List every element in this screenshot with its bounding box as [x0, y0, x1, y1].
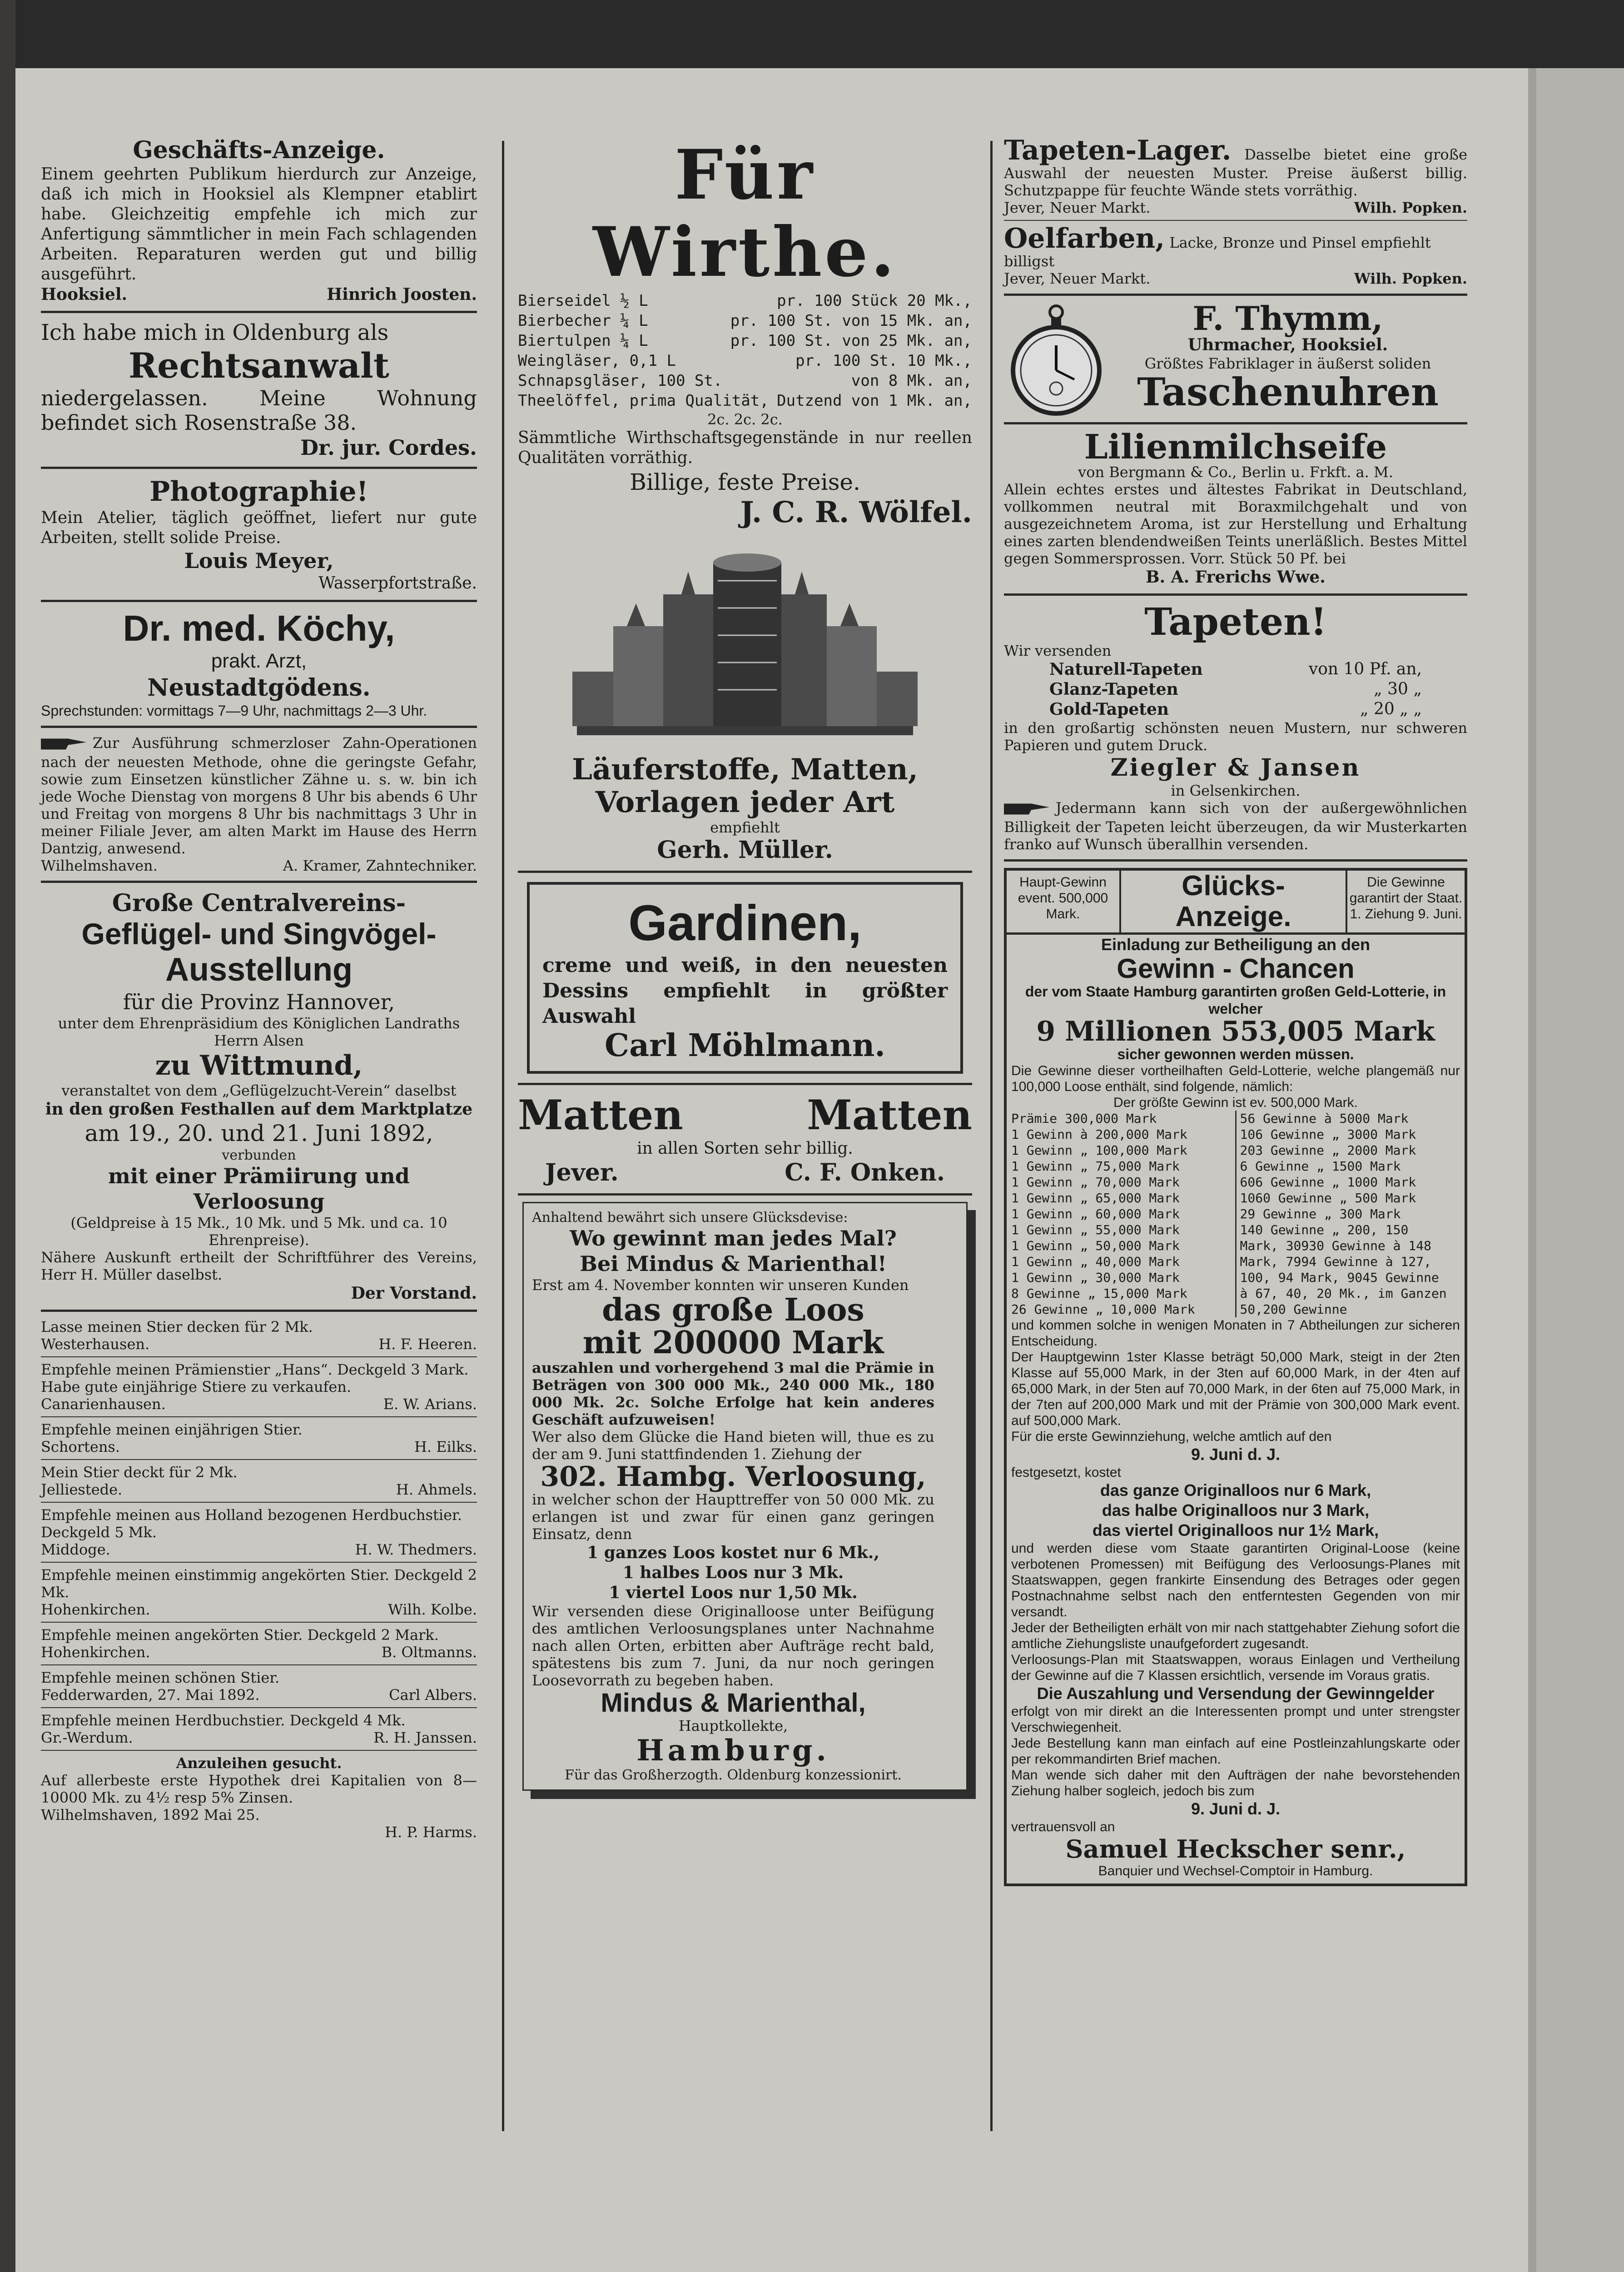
prize-row: 1 Gewinn „ 50,000 Mark [1011, 1238, 1180, 1253]
ad-title: Anzeige. [1175, 901, 1291, 932]
price-value: pr. 100 St. von 15 Mk. an, [730, 312, 972, 330]
prize-row: Prämie 300,000 Mark [1011, 1111, 1157, 1126]
ad-title: Lilienmilchseife [1084, 428, 1387, 467]
divider [518, 1083, 972, 1085]
ad-text: in den großen Festhallen auf dem Marktplatze [45, 1099, 473, 1119]
prize-row: 1 Gewinn „ 100,000 Mark [1011, 1142, 1187, 1158]
ad-signature: Wilh. Popken. [1354, 199, 1467, 216]
ad-small-list [41, 1318, 477, 1746]
ad-subtitle: Hauptkollekte, [678, 1717, 788, 1734]
small-ad-name: H. Ahmels. [396, 1480, 477, 1498]
ad-subtitle: Uhrmacher, Hooksiel. [1187, 335, 1388, 354]
small-ad-name: H. W. Thedmers. [355, 1540, 477, 1558]
small-ad-name: B. Oltmanns. [381, 1643, 477, 1661]
ad-hours: Sprechstunden: vormittags 7—9 Uhr, nachmittags 2—3 Uhr. [41, 703, 427, 719]
prize-row: 1 Gewinn „ 70,000 Mark [1011, 1174, 1180, 1190]
ad-signature: Gerh. Müller. [657, 836, 833, 864]
ad-signature: Carl Möhlmann. [605, 1027, 885, 1064]
small-ad [41, 1318, 477, 1353]
prize-row: 1 Gewinn à 200,000 Mark [1011, 1126, 1187, 1142]
small-ad-text: Empfehle meinen schönen Stier. [41, 1669, 280, 1686]
price-value: pr. 100 St. von 25 Mk. an, [730, 332, 972, 350]
ad-text: und werden diese vom Staate garantirten Original-Loose (keine verbotenen Promessen) mit Beifügung des Verloosungs-Planes mit Staatswappen, gegen frankirte Einsendung des Betrages oder gegen Postnachnahme selbst nach den entferntesten Gegenden von mir versandt. [1011, 1540, 1460, 1619]
ad-street: Wasserpfortstraße. [318, 574, 477, 593]
price-value: pr. 100 Stück 20 Mk., [777, 292, 972, 310]
ad-text: (Geldpreise à 15 Mk., 10 Mk. und 5 Mk. und ca. 10 Ehrenpreise). [70, 1214, 447, 1249]
ad-title: Glücks- [1182, 870, 1285, 902]
prize-row: 1 Gewinn „ 30,000 Mark [1011, 1270, 1180, 1285]
ad-title: Geflügel- und Singvögel- [81, 917, 437, 951]
ad-rechtsanwalt [41, 319, 477, 460]
prize-row: 1 Gewinn „ 60,000 Mark [1011, 1206, 1180, 1221]
ad-tapeten-lager [1004, 136, 1467, 216]
ad-text: auszahlen und vorhergehend 3 mal die Prämie in Beträgen von 300 000 Mk., 240 000 Mk., 180 000 Mk. 2c. Solche Erfolge hat kein anderes Geschäft aufzuweisen! [532, 1359, 934, 1428]
prize-row: 8 Gewinne „ 15,000 Mark [1011, 1285, 1187, 1301]
small-ad-name: Wilh. Kolbe. [388, 1600, 477, 1618]
ad-text: Die Gewinne dieser vortheilhaften Geld-Lotterie, welche plangemäß nur 100,000 Loose enthält, sind folgende, nämlich: [1011, 1063, 1460, 1094]
prize-row: 1 Gewinn „ 55,000 Mark [1011, 1222, 1180, 1237]
small-ad-text: Empfehle meinen aus Holland bezogenen Herdbuchstier. Deckgeld 5 Mk. [41, 1506, 462, 1541]
ad-tapeten [1004, 602, 1467, 853]
ad-heading: Wo gewinnt man jedes Mal? [570, 1226, 897, 1251]
ad-title: Ausstellung [165, 951, 353, 988]
divider [41, 1416, 477, 1417]
ad-topleft: Haupt-Gewinn event. 500,000 Mark. [1007, 871, 1121, 932]
prize-row: 140 Gewinne „ 200, 150 [1240, 1222, 1409, 1237]
ad-title: Matten [518, 1091, 683, 1139]
ad-subtitle: prakt. Arzt, [211, 650, 307, 672]
ad-gluecks-anzeige [1004, 868, 1467, 1886]
scan-left-edge [0, 0, 15, 2272]
ad-signature: A. Kramer, Zahntechniker. [283, 857, 477, 874]
divider [41, 1459, 477, 1460]
ad-text: creme und weiß, in den neuesten Dessins empfiehlt in größter Auswahl [542, 954, 948, 1028]
ad-text: empfiehlt [710, 819, 780, 836]
divider [41, 1707, 477, 1708]
small-ad-place: Fedderwarden, 27. Mai 1892. [41, 1686, 260, 1704]
prize-column-left [1011, 1111, 1237, 1317]
ad-price-note: Billige, feste Preise. [630, 469, 860, 495]
ad-text: der vom Staate Hamburg garantirten großen Geld-Lotterie, in welcher [1025, 983, 1446, 1017]
prize-table [1011, 1111, 1460, 1317]
ad-dr-koechy [41, 608, 477, 719]
ad-text: erfolgt von mir direkt an die Interessenten prompt und unter strengster Verschwiegenheit. [1011, 1704, 1460, 1735]
ad-title: Tapeten! [1144, 600, 1327, 644]
small-ad-name: H. F. Heeren. [378, 1335, 477, 1353]
small-ad-place: Hohenkirchen. [41, 1600, 150, 1618]
divider [41, 1622, 477, 1623]
ad-signature: H. P. Harms. [385, 1823, 477, 1841]
ad-signature: Dr. jur. Cordes. [300, 435, 477, 460]
divider [41, 881, 477, 883]
prize-row: 1060 Gewinne „ 500 Mark [1240, 1190, 1416, 1206]
small-ad [41, 1361, 477, 1413]
ad-title: Läuferstoffe, Matten, [571, 752, 919, 787]
ad-title: Tapeten-Lager. [1004, 135, 1232, 166]
ad-etc: 2c. 2c. 2c. [707, 411, 783, 428]
ad-text: in den großartig schönsten neuen Mustern, nur schweren Papieren und gutem Druck. [1004, 719, 1467, 754]
prize-row: 56 Gewinne à 5000 Mark [1240, 1111, 1409, 1126]
small-ad-place: Hohenkirchen. [41, 1643, 150, 1661]
price-value: „ 30 „ [1374, 680, 1422, 698]
ad-heading: 302. Hambg. Verloosung, [540, 1461, 926, 1493]
ad-place: Wilhelmshaven, 1892 Mai 25. [41, 1806, 260, 1824]
ad-heading: Große Centralvereins- [112, 889, 406, 917]
ad-photographie [41, 475, 477, 593]
price-item: Gold-Tapeten [1049, 700, 1169, 719]
ad-text: Für die erste Gewinnziehung, welche amtlich auf den [1011, 1429, 1332, 1444]
divider [41, 726, 477, 728]
ad-signature: Der Vorstand. [351, 1283, 477, 1303]
ad-gardinen [527, 882, 963, 1074]
ad-text: Verloosungs-Plan mit Staatswappen, woraus Einlagen und Vertheilung der Gewinne auf die 7 Klassen ersichtlich, versende im Voraus gratis. [1011, 1652, 1460, 1683]
small-ad-text: Empfehle meinen einjährigen Stier. [41, 1420, 303, 1438]
ad-text: Lacke, Bronze und Pinsel empfiehlt billigst [1004, 234, 1431, 270]
divider [41, 1664, 477, 1665]
divider [41, 1750, 477, 1751]
ad-title: Geschäfts-Anzeige. [133, 136, 385, 164]
ad-text: Erst am 4. November konnten wir unseren Kunden [532, 1276, 909, 1294]
prize-row: 100, 94 Mark, 9045 Gewinne [1240, 1270, 1439, 1285]
ad-heading: 9 Millionen 553,005 Mark [1036, 1015, 1435, 1047]
goods-illustration [559, 535, 931, 749]
ad-mindus-marienthal [522, 1202, 968, 1791]
small-ad-text: Empfehle meinen angekörten Stier. Deckgeld 2 Mark. [41, 1626, 439, 1644]
ad-text: Jeder der Betheiligten erhält von mir nach stattgehabter Ziehung sofort die amtliche Ziehungsliste unaufgefordert zugesandt. [1011, 1620, 1460, 1651]
ad-price: das ganze Originalloos nur 6 Mark, [1100, 1480, 1371, 1500]
ad-note: Jedermann kann sich von der außergewöhnlichen Billigkeit der Tapeten leicht überzeugen, da wir Musterkarten franko auf Wunsch überallhin versenden. [1004, 799, 1467, 853]
ad-signature: Ziegler & Jansen [1110, 754, 1361, 782]
small-ad-text: Lasse meinen Stier decken für 2 Mk. [41, 1318, 313, 1335]
divider [41, 600, 477, 602]
divider [1004, 220, 1467, 221]
small-ad-text: Empfehle meinen Prämienstier „Hans“. Deckgeld 3 Mark. Habe gute einjährige Stiere zu verkaufen. [41, 1360, 469, 1395]
small-ad [41, 1506, 477, 1558]
ad-text: unter dem Ehrenpräsidium des Königlichen Landraths Herrn Alsen [58, 1014, 460, 1049]
price-value: pr. 100 St. 10 Mk., [795, 352, 972, 370]
small-ad-name: Carl Albers. [389, 1686, 477, 1704]
price-item: Glanz-Tapeten [1049, 680, 1178, 699]
ad-text: Größtes Fabriklager in äußerst soliden [1144, 355, 1431, 372]
small-ad-place: Jelliestede. [41, 1480, 123, 1498]
ad-title: F. Thymm, [1192, 299, 1383, 338]
ad-fuer-wirthe [518, 136, 972, 529]
ad-text: Allein echtes erstes und ältestes Fabrikat in Deutschland, vollkommen neutral mit Boraxmilchgehalt und von ausgezeichnetem Aroma, ist zur Herstellung und Erhaltung eines zarten blendendweißen Teints unerläßlich. Bestes Mittel gegen Sommersprossen. Vorr. Stück 50 Pf. bei [1004, 481, 1467, 567]
small-ad [41, 1626, 477, 1661]
ad-text: für die Provinz Hannover, [123, 989, 395, 1014]
ad-text: Man wende sich daher mit den Aufträgen der nahe bevorstehenden Ziehung halber sogleich, jedoch bis zum [1011, 1767, 1460, 1799]
column-3 [1004, 136, 1467, 1886]
small-ad-place: Westerhausen. [41, 1335, 150, 1353]
ad-text: Dasselbe bietet eine große Auswahl der neuesten Muster. Preise äußerst billig. Schutzpappe für feuchte Wände stets vorräthig. [1004, 146, 1468, 199]
ad-text: Mein Atelier, täglich geöffnet, liefert nur gute Arbeiten, stellt solide Preise. [41, 508, 477, 547]
ad-place: Jever. [545, 1159, 619, 1186]
prize-row: 606 Gewinne „ 1000 Mark [1240, 1174, 1416, 1190]
scan-right-edge [1528, 68, 1624, 2272]
divider [1004, 593, 1467, 596]
divider [1004, 294, 1467, 296]
ad-subtitle: Banquier und Wechsel-Comptoir in Hamburg. [1098, 1863, 1373, 1878]
ad-price: 1 viertel Loos nur 1,50 Mk. [609, 1583, 858, 1602]
ad-text: Nähere Auskunft ertheilt der Schriftführer des Vereins, Herr H. Müller daselbst. [41, 1248, 477, 1283]
divider [41, 1502, 477, 1503]
column-rule-2 [990, 141, 993, 2131]
ad-title: Gardinen, [628, 895, 862, 951]
price-value: von 10 Pf. an, [1308, 660, 1422, 678]
ad-text: Wir versenden diese Originalloose unter Beifügung des amtlichen Verloosungsplanes unter Nachnahme nach allen Orten, erbitten aber Aufträge recht bald, spätestens bis zum 7. Juni, da nur noch geringen Loosevorrath zu begeben haben. [532, 1603, 934, 1689]
ad-place: in Gelsenkirchen. [1171, 782, 1301, 799]
price-item: Schnapsgläser, 100 St. [518, 372, 723, 390]
small-ad [41, 1464, 477, 1498]
small-ad-name: E. W. Arians. [383, 1395, 477, 1413]
price-item: Biertulpen ¼ L [518, 332, 648, 350]
ad-text: verbunden [222, 1147, 296, 1163]
ad-date: am 19., 20. und 21. Juni 1892, [84, 1120, 433, 1146]
prize-row: 6 Gewinne „ 1500 Mark [1240, 1158, 1401, 1174]
ad-place: Hooksiel. [41, 285, 128, 304]
pocket-watch-icon [1004, 302, 1108, 416]
ad-text: in welcher schon der Haupttreffer von 50 000 Mk. zu erlangen ist und zwar für einen ganz geringen Einsatz, denn [532, 1491, 934, 1543]
ad-text: festgesetzt, kostet [1011, 1465, 1121, 1480]
divider [1004, 422, 1467, 424]
small-ad [41, 1712, 477, 1746]
ad-thymm [1004, 299, 1467, 416]
ad-text: Der Hauptgewinn 1ster Klasse beträgt 50,000 Mark, steigt in der 2ten Klasse auf 55,000 Mark, in der 3ten auf 60,000 Mark, in der 4ten auf 65,000 Mark, in der 5ten auf 70,000 Mark, in der 6ten auf 75,000 Mark, in der 7ten auf 200,000 Mark und mit der Prämie von 300,000 Mark event. auf 500,000 Mark. [1011, 1349, 1460, 1428]
ad-signature: Louis Meyer, [184, 548, 334, 573]
column-rule-1 [502, 141, 504, 2131]
ad-place: zu Wittmund, [155, 1049, 363, 1081]
ad-heading: das große Loos [602, 1292, 864, 1328]
ad-signature: C. F. Onken. [785, 1159, 945, 1186]
price-item: Weingläser, 0,1 L [518, 352, 676, 370]
prize-row: 203 Gewinne „ 2000 Mark [1240, 1142, 1416, 1158]
ad-heading: Gewinn - Chancen [1117, 953, 1355, 984]
ad-title: Oelfarben, [1004, 223, 1165, 254]
ad-signature: J. C. R. Wölfel. [740, 495, 972, 529]
pointing-hand-icon [41, 735, 86, 753]
ad-title: Anzuleihen gesucht. [176, 1754, 342, 1772]
ad-text: sicher gewonnen werden müssen. [1117, 1046, 1354, 1062]
divider [41, 1562, 477, 1563]
divider [41, 1310, 477, 1312]
small-ad-text: Empfehle meinen Herdbuchstier. Deckgeld 4 Mk. [41, 1711, 406, 1729]
ad-title: Für Wirthe. [593, 135, 897, 292]
small-ad-place: Schortens. [41, 1438, 120, 1455]
ad-topright: Die Gewinne garantirt der Staat. 1. Ziehung 9. Juni. [1346, 871, 1465, 932]
prize-row: Mark, 7994 Gewinne à 127, [1240, 1254, 1431, 1269]
ad-signature: Samuel Heckscher senr., [1065, 1834, 1406, 1863]
ad-text: Zur Ausführung schmerzloser Zahn-Operationen nach der neuesten Methode, ohne die geringste Gefahr, sowie zum Einsetzen künstlicher Zähne u. s. w. bin ich jede Woche Dienstag von morgens 8 Uhr bis abends 6 Uhr und Freitag von morgens 8 Uhr bis nachmittags 3 Uhr in meiner Filiale Jever, am alten Markt im Hause des Herrn Dantzig, anwesend. [41, 734, 477, 857]
ad-text: in allen Sorten sehr billig. [637, 1139, 853, 1158]
prize-row: 1 Gewinn „ 65,000 Mark [1011, 1190, 1180, 1206]
ad-place: Jever, Neuer Markt. [1004, 270, 1151, 287]
ad-text: Einladung zur Betheiligung an den [1101, 935, 1370, 954]
column-2 [518, 136, 972, 1795]
divider [41, 467, 477, 469]
ad-gefluegel-ausstellung [41, 889, 477, 1303]
page-edge-shadow [1528, 68, 1536, 2272]
ad-heading: Die Auszahlung und Versendung der Gewinngelder [1037, 1684, 1435, 1703]
price-item: Bierbecher ¼ L [518, 312, 648, 330]
prize-row: 26 Gewinne „ 10,000 Mark [1011, 1301, 1195, 1317]
ad-text: Wir versenden [1004, 642, 1112, 659]
ad-zahntechniker [41, 734, 477, 874]
ad-signature: Wilh. Popken. [1354, 270, 1467, 287]
small-ad-name: R. H. Janssen. [373, 1729, 477, 1746]
ad-footer: Für das Großherzogth. Oldenburg konzessionirt. [565, 1767, 902, 1783]
prize-row: 29 Gewinne „ 300 Mark [1240, 1206, 1401, 1221]
prize-row: 1 Gewinn „ 40,000 Mark [1011, 1254, 1180, 1269]
ad-title: Matten [807, 1091, 972, 1139]
small-ad-place: Gr.-Werdum. [41, 1729, 133, 1746]
ad-text: Sämmtliche Wirthschaftsgegenstände in nur reellen Qualitäten vorräthig. [518, 428, 972, 467]
price-value: „ 20 „ „ [1360, 700, 1422, 718]
divider [1004, 859, 1467, 862]
ad-text: vertrauensvoll an [1011, 1819, 1115, 1834]
ad-text: Ich habe mich in Oldenburg als [41, 320, 389, 345]
ad-matten-onken [518, 1091, 972, 1187]
ad-place: Wilhelmshaven. [41, 857, 158, 874]
ad-text: Anhaltend bewährt sich unsere Glücksdevise: [532, 1210, 848, 1226]
price-value: Dutzend von 1 Mk. an, [777, 392, 972, 410]
pointing-hand-icon [1004, 800, 1049, 818]
prize-row: 50,200 Gewinne [1240, 1301, 1347, 1317]
price-value: von 8 Mk. an, [851, 372, 972, 390]
ad-price: 1 halbes Loos nur 3 Mk. [622, 1563, 844, 1582]
ad-title: Vorlagen jeder Art [595, 785, 895, 819]
ad-place: Neustadtgödens. [147, 674, 371, 702]
ad-date: 9. Juni d. J. [1191, 1799, 1281, 1818]
ad-signature: Mindus & Marienthal, [601, 1688, 866, 1718]
ad-signature: Hinrich Joosten. [327, 285, 477, 304]
ad-city: Hamburg. [636, 1734, 830, 1768]
small-ad [41, 1421, 477, 1455]
small-ad-text: Empfehle meinen einstimmig angekörten Stier. Deckgeld 2 Mk. [41, 1566, 477, 1601]
column-1 [41, 136, 477, 1841]
ad-text: veranstaltet von dem „Geflügelzucht-Verein“ daselbst [61, 1081, 457, 1099]
ad-place: Jever, Neuer Markt. [1004, 199, 1151, 216]
rolled-mats-image [559, 535, 931, 749]
ad-title: Photographie! [149, 476, 368, 508]
prize-row: 1 Gewinn „ 75,000 Mark [1011, 1158, 1180, 1174]
divider [518, 871, 972, 873]
ad-geschaefts-anzeige [41, 136, 477, 304]
price-item: Bierseidel ½ L [518, 292, 648, 310]
small-ad-text: Mein Stier deckt für 2 Mk. [41, 1463, 238, 1481]
ad-price: das halbe Originalloos nur 3 Mark, [1102, 1500, 1370, 1520]
ad-text: und kommen solche in wenigen Monaten in 7 Abtheilungen zur sicheren Entscheidung. [1011, 1317, 1460, 1349]
ad-text: mit einer Prämiirung und Verloosung [108, 1163, 410, 1214]
ad-date: 9. Juni d. J. [1191, 1445, 1281, 1464]
ad-signature: B. A. Frerichs Wwe. [1146, 568, 1326, 587]
divider [41, 311, 477, 313]
ad-anzuleihen [41, 1754, 477, 1841]
divider [41, 1356, 477, 1357]
ad-text: Der größte Gewinn ist ev. 500,000 Mark. [1113, 1095, 1358, 1110]
ad-subtitle: von Bergmann & Co., Berlin u. Frkft. a. M. [1078, 463, 1393, 481]
ad-title: Rechtsanwalt [128, 345, 390, 386]
ad-text: Einem geehrten Publikum hierdurch zur Anzeige, daß ich mich in Hooksiel als Klempner etablirt habe. Gleichzeitig empfehle ich mich zur Anfertigung sämmtlicher in mein Fach schlagenden Arbeiten. Reparaturen werden gut und billig ausgeführt. [41, 165, 477, 284]
small-ad-place: Canarienhausen. [41, 1395, 166, 1413]
small-ad-place: Middoge. [41, 1540, 110, 1558]
prize-row: 106 Gewinne „ 3000 Mark [1240, 1126, 1416, 1142]
prize-row: Mark, 30930 Gewinne à 148 [1240, 1238, 1431, 1253]
ad-text: Wer also dem Glücke die Hand bieten will, thue es zu der am 9. Juni stattfindenden 1. Ziehung der [532, 1428, 934, 1463]
ad-text: Jede Bestellung kann man einfach auf eine Postleinzahlungskarte oder per rekommandirten Brief machen. [1011, 1735, 1460, 1767]
ad-price: das viertel Originalloos nur 1½ Mark, [1092, 1520, 1379, 1540]
ad-text: Auf allerbeste erste Hypothek drei Kapitalien von 8—10000 Mk. zu 4½ resp 5% Zinsen. [41, 1771, 477, 1806]
ad-heading: mit 200000 Mark [582, 1325, 884, 1361]
small-ad [41, 1566, 477, 1618]
small-ad-name: H. Eilks. [414, 1438, 477, 1455]
ad-lilienmilchseife [1004, 428, 1467, 587]
ad-heading: Bei Mindus & Marienthal! [580, 1251, 887, 1276]
ad-price: 1 ganzes Loos kostet nur 6 Mk., [587, 1543, 879, 1562]
ad-title: Dr. med. Köchy, [123, 608, 395, 648]
price-item: Theelöffel, prima Qualität, [518, 392, 769, 410]
prize-row: à 67, 40, 20 Mk., im Ganzen [1240, 1285, 1447, 1301]
ad-oelfarben [1004, 224, 1467, 287]
small-ad [41, 1669, 477, 1704]
ad-matten-mueller [518, 535, 972, 864]
price-item: Naturell-Tapeten [1049, 660, 1203, 679]
divider [518, 1193, 972, 1196]
ad-text: niedergelassen. Meine Wohnung befindet sich Rosenstraße 38. [41, 386, 477, 435]
prize-column-right [1237, 1111, 1460, 1317]
ad-item: Taschenuhren [1137, 369, 1439, 414]
